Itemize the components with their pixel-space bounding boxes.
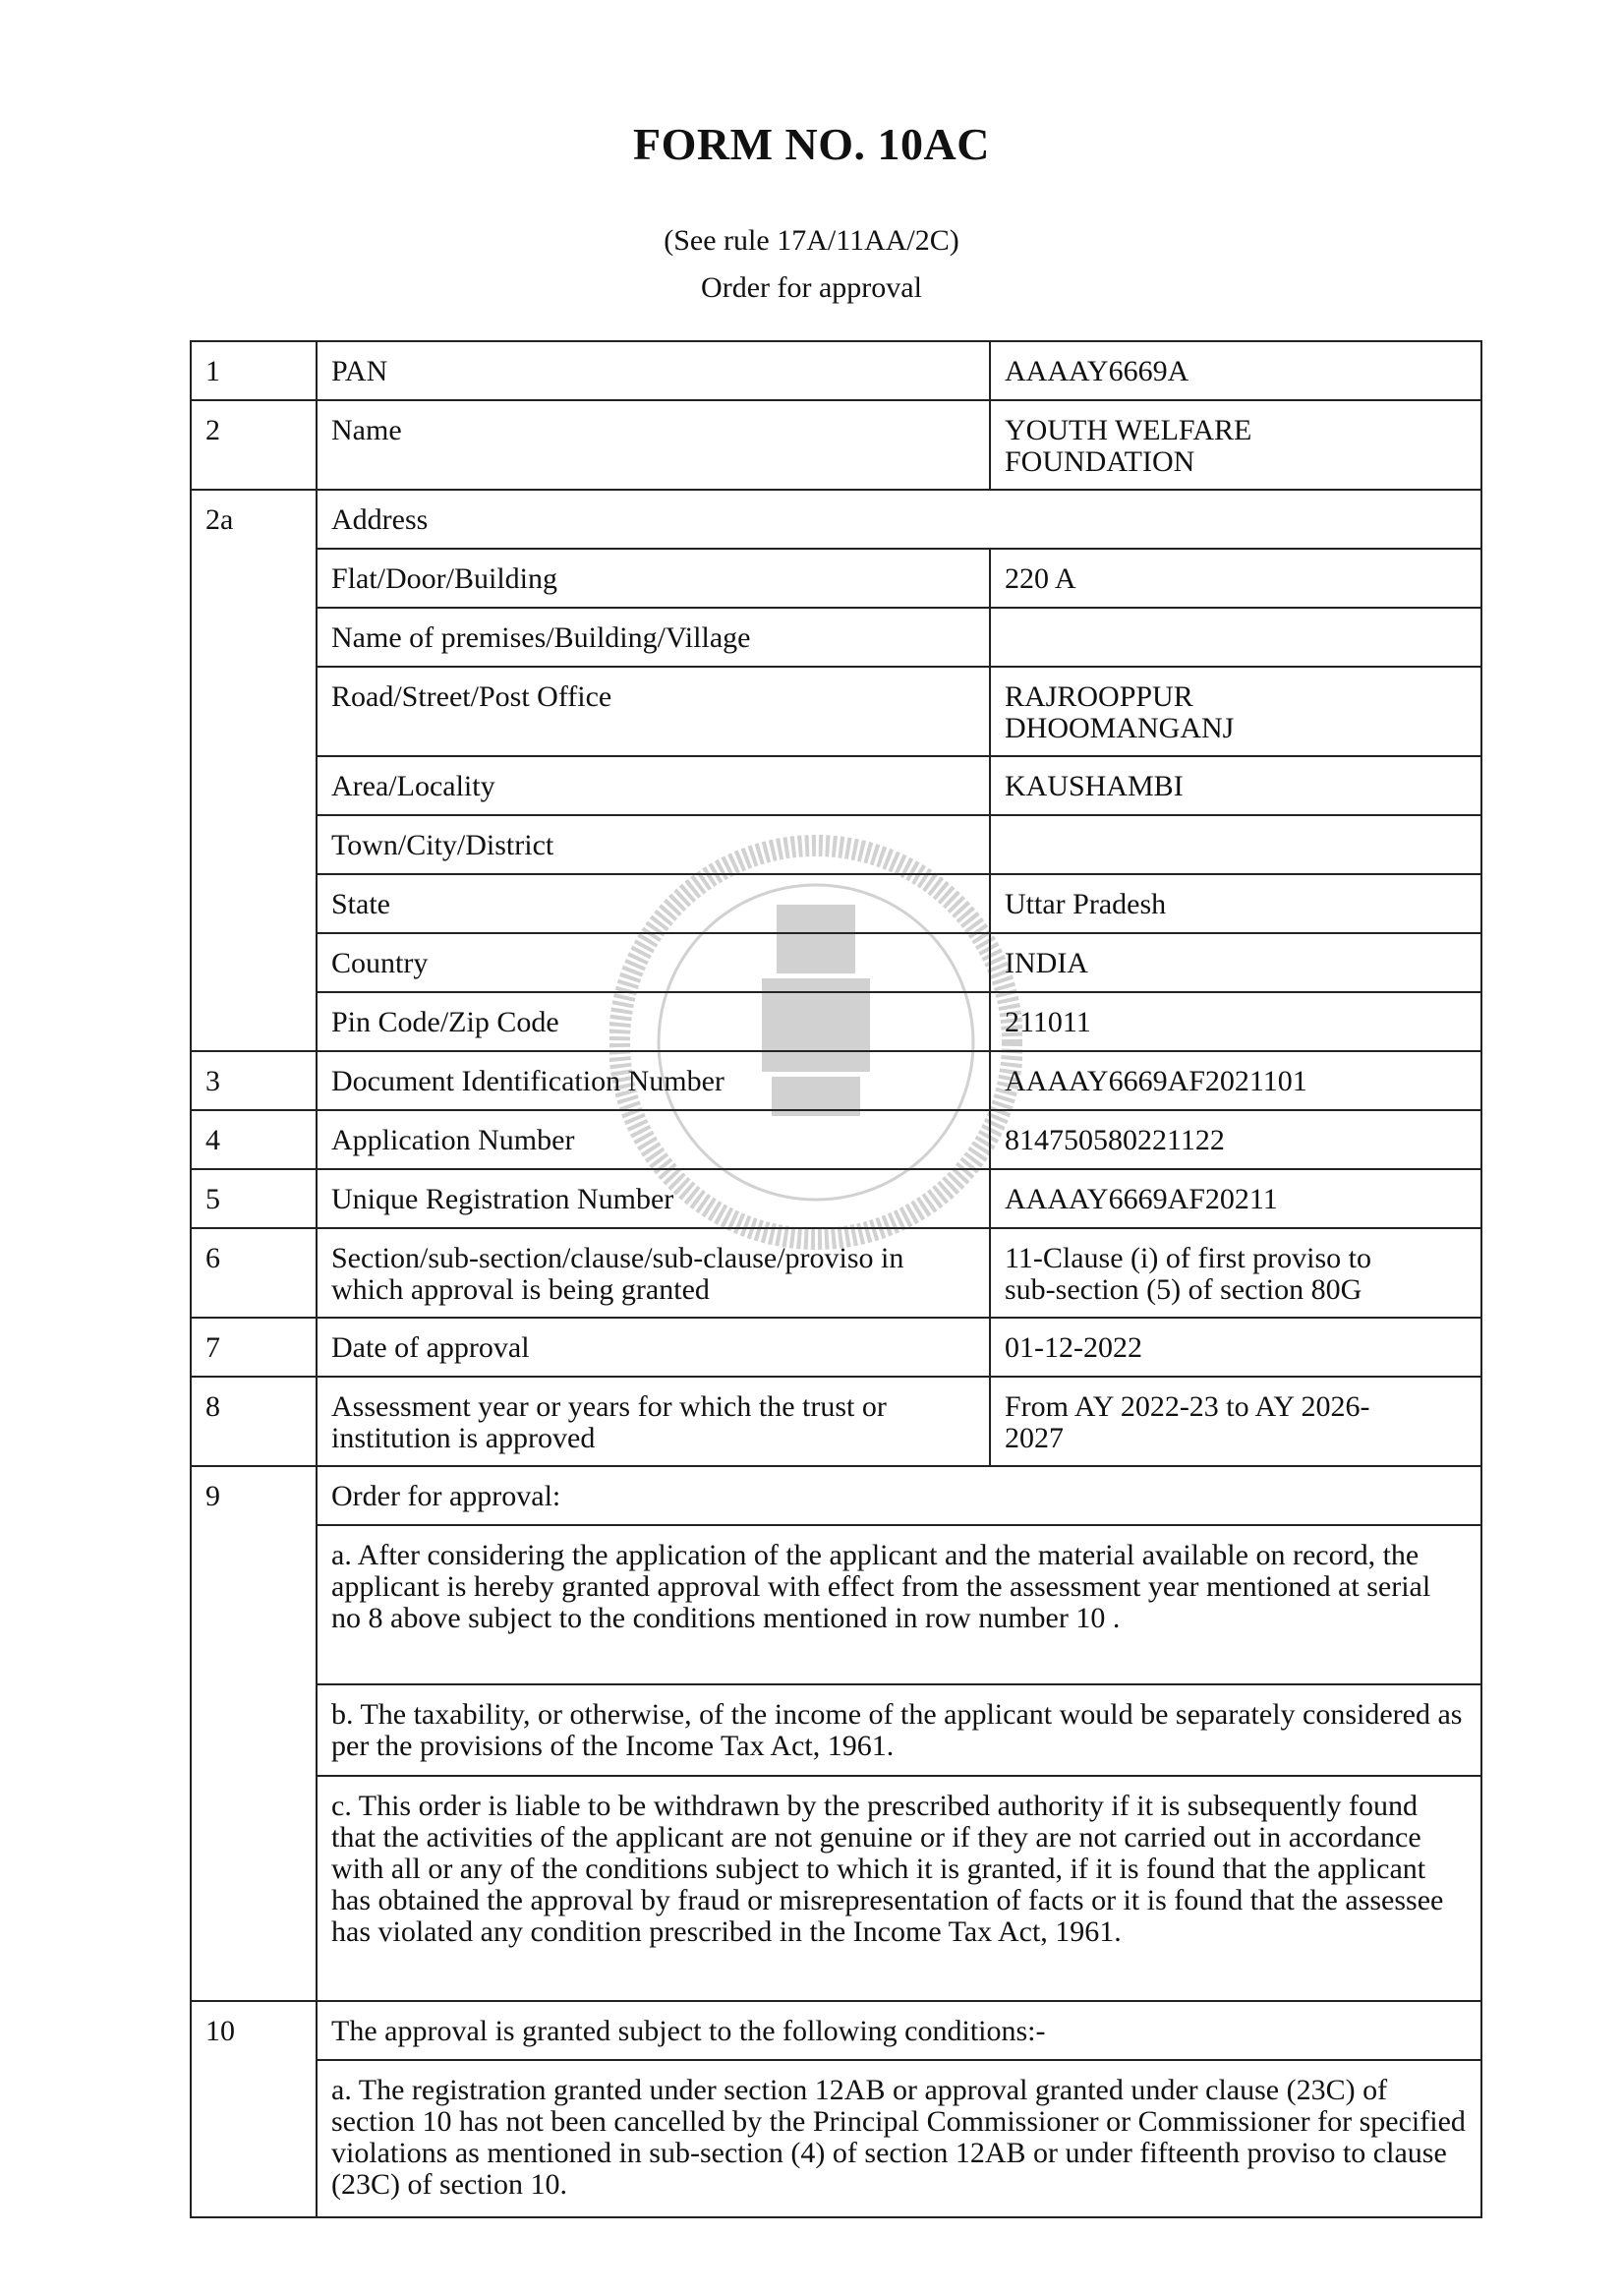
row-order-heading [191, 1466, 1481, 1525]
row-pan [191, 341, 1481, 400]
row-label: Document Identification Number [317, 1051, 990, 1110]
row-label [317, 1228, 990, 1318]
order-para-c: c. This order is liable to be withdrawn by the prescribed authority if it is subsequently found that the activities of the applicant are not genuine or if they are not carried out in accordance with all or any of the conditions subject to which it is granted, if it is found that the applicant has obtained the approval by fraud or misrepresentation of facts or it is found that the assessee has violated any condition prescribed in the Income Tax Act, 1961. [317, 1776, 1481, 2001]
assessment-years-value [990, 1377, 1481, 1466]
row-number: 2a [191, 490, 317, 1051]
row-label: Name of premises/Building/Village [317, 608, 990, 667]
row-label: Road/Street/Post Office [317, 667, 990, 756]
row-label: PAN [317, 341, 990, 400]
row-address [191, 490, 1481, 549]
row-order-c [191, 1776, 1481, 2001]
application-number-value: 814750580221122 [990, 1110, 1481, 1169]
row-number: 6 [191, 1228, 317, 1318]
row-urn [191, 1169, 1481, 1228]
row-assessment-years [191, 1377, 1481, 1466]
form-subtitle: Order for approval [701, 271, 922, 304]
row-date-of-approval [191, 1318, 1481, 1377]
row-number: 1 [191, 341, 317, 400]
row-label: Flat/Door/Building [317, 549, 990, 608]
address-heading: Address [317, 490, 1481, 549]
row-label: State [317, 874, 990, 933]
row-label: Application Number [317, 1110, 990, 1169]
row-label: Name [317, 400, 990, 490]
row-number: 7 [191, 1318, 317, 1377]
row-number: 8 [191, 1377, 317, 1466]
row-flat [191, 549, 1481, 608]
pin-value: 211011 [990, 992, 1481, 1051]
form-title: FORM NO. 10AC [633, 119, 990, 169]
premises-value [990, 608, 1481, 667]
section-value [990, 1228, 1481, 1318]
row-section [191, 1228, 1481, 1318]
value-line: From AY 2022-23 to AY 2026- [1005, 1390, 1370, 1423]
pan-value: AAAAY6669A [990, 341, 1481, 400]
row-application-number [191, 1110, 1481, 1169]
country-value: INDIA [990, 933, 1481, 992]
row-label: Area/Locality [317, 756, 990, 815]
order-para-b: b. The taxability, or otherwise, of the income of the applicant would be separately considered as per the provisions of the Income Tax Act, 1961. [317, 1684, 1481, 1776]
row-order-b [191, 1684, 1481, 1776]
row-premises [191, 608, 1481, 667]
value-line: RAJROOPPUR [1005, 680, 1193, 713]
value-line: YOUTH WELFARE [1005, 414, 1252, 446]
value-line: sub-section (5) of section 80G [1005, 1273, 1362, 1306]
row-label: Date of approval [317, 1318, 990, 1377]
conditions-heading: The approval is granted subject to the following conditions:- [317, 2001, 1481, 2060]
approval-form-table [190, 340, 1482, 2218]
order-heading: Order for approval: [317, 1466, 1481, 1525]
value-line: FOUNDATION [1005, 445, 1195, 478]
urn-value: AAAAY6669AF20211 [990, 1169, 1481, 1228]
row-number: 2 [191, 400, 317, 490]
order-para-a: a. After considering the application of the applicant and the material available on record, the applicant is hereby granted approval with effect from the assessment year mentioned at serial no 8 above subject to the conditions mentioned in row number 10 . [317, 1525, 1481, 1684]
row-number: 5 [191, 1169, 317, 1228]
label-line: Section/sub-section/clause/sub-clause/proviso in [331, 1242, 904, 1274]
value-line: 11-Clause (i) of first proviso to [1005, 1242, 1371, 1274]
row-label: Unique Registration Number [317, 1169, 990, 1228]
row-name [191, 400, 1481, 490]
din-value: AAAAY6669AF2021101 [990, 1051, 1481, 1110]
rule-reference: (See rule 17A/11AA/2C) [664, 224, 959, 257]
date-value: 01-12-2022 [990, 1318, 1481, 1377]
row-number: 9 [191, 1466, 317, 2001]
row-number: 4 [191, 1110, 317, 1169]
row-number: 3 [191, 1051, 317, 1110]
row-condition-a [191, 2060, 1481, 2217]
row-din [191, 1051, 1481, 1110]
row-label [317, 1377, 990, 1466]
road-value [990, 667, 1481, 756]
label-line: Assessment year or years for which the trust or [331, 1390, 887, 1423]
value-line: DHOOMANGANJ [1005, 712, 1235, 744]
label-line: which approval is being granted [331, 1273, 710, 1306]
row-road [191, 667, 1481, 756]
value-line: 2027 [1005, 1422, 1064, 1454]
area-value: KAUSHAMBI [990, 756, 1481, 815]
flat-value: 220 A [990, 549, 1481, 608]
condition-para-a: a. The registration granted under section 12AB or approval granted under clause (23C) of section 10 has not been cancelled by the Principal Commissioner or Commissioner for specified violations as mentioned in sub-section (4) of section 12AB or under fifteenth proviso to clause (23C) of section 10. [317, 2060, 1481, 2217]
row-area [191, 756, 1481, 815]
row-label: Country [317, 933, 990, 992]
row-number: 10 [191, 2001, 317, 2217]
row-country [191, 933, 1481, 992]
town-value [990, 815, 1481, 874]
label-line: institution is approved [331, 1422, 596, 1454]
row-conditions-heading [191, 2001, 1481, 2060]
row-label: Town/City/District [317, 815, 990, 874]
row-pin [191, 992, 1481, 1051]
row-order-a [191, 1525, 1481, 1684]
row-state [191, 874, 1481, 933]
row-town [191, 815, 1481, 874]
state-value: Uttar Pradesh [990, 874, 1481, 933]
name-value [990, 400, 1481, 490]
row-label: Pin Code/Zip Code [317, 992, 990, 1051]
